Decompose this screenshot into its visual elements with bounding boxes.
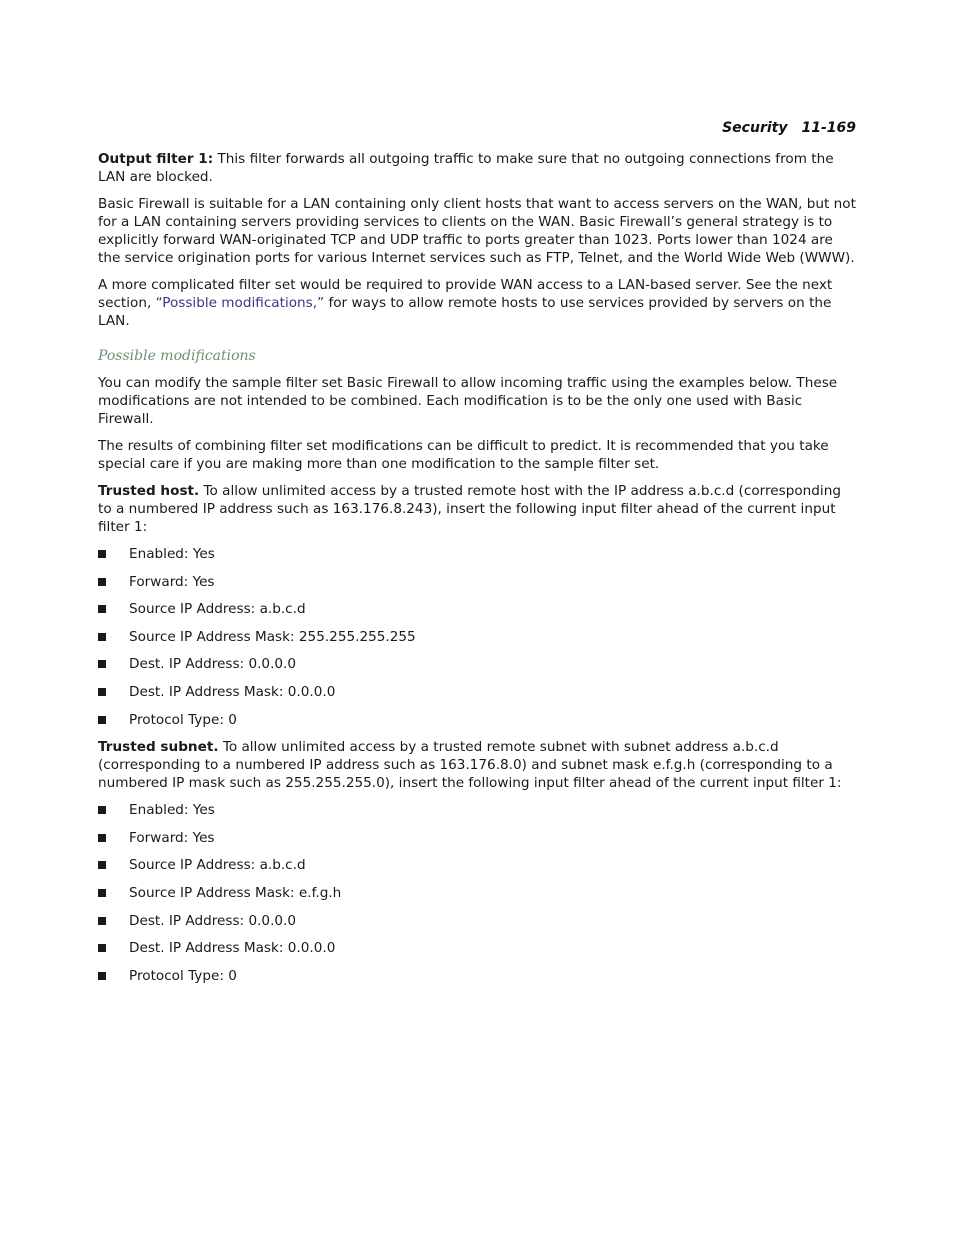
list-item-text: Dest. IP Address: 0.0.0.0 xyxy=(129,912,297,929)
square-bullet-icon xyxy=(98,944,106,952)
lead-trusted-subnet: Trusted subnet. xyxy=(98,739,219,756)
square-bullet-icon xyxy=(98,605,106,613)
paragraph-output-filter xyxy=(98,150,858,186)
square-bullet-icon xyxy=(98,834,106,842)
square-bullet-icon xyxy=(98,633,106,641)
list-item xyxy=(98,628,858,646)
list-item xyxy=(98,856,858,874)
list-item-text: Dest. IP Address Mask: 0.0.0.0 xyxy=(129,683,336,700)
lead-output-filter: Output filter 1: xyxy=(98,151,214,167)
square-bullet-icon xyxy=(98,917,106,925)
list-item xyxy=(98,912,858,930)
trusted-host-filter-list xyxy=(98,545,858,729)
list-item-text: Dest. IP Address Mask: 0.0.0.0 xyxy=(129,940,336,957)
running-header xyxy=(722,120,856,136)
list-item-text: Source IP Address Mask: e.f.g.h xyxy=(129,884,342,901)
list-item xyxy=(98,600,858,618)
trusted-host-text: To allow unlimited access by a trusted remote host with the IP address a.b.c.d (corresponding to a numbered IP address such as 163.176.8.243), insert the following input filter ahead of the current input filter 1: xyxy=(98,483,841,535)
possible-modifications-link[interactable]: “Possible modifications,” xyxy=(155,295,325,311)
list-item-text: Source IP Address Mask: 255.255.255.255 xyxy=(129,628,416,645)
square-bullet-icon xyxy=(98,889,106,897)
paragraph-trusted-host xyxy=(98,482,858,536)
square-bullet-icon xyxy=(98,578,106,586)
paragraph-trusted-subnet xyxy=(98,738,858,792)
square-bullet-icon xyxy=(98,550,106,558)
list-item-text: Protocol Type: 0 xyxy=(129,711,237,728)
output-filter-text: This filter forwards all outgoing traffic to make sure that no outgoing connections from the LAN are blocked. xyxy=(98,151,834,185)
list-item xyxy=(98,683,858,701)
square-bullet-icon xyxy=(98,660,106,668)
paragraph-combining-results: The results of combining filter set modifications can be difficult to predict. It is recommended that you take special care if you are making more than one modification to the sample filter set. xyxy=(98,438,829,472)
paragraph-complicated-filter xyxy=(98,276,858,330)
list-item xyxy=(98,829,858,847)
list-item xyxy=(98,573,858,591)
paragraph-modify-sample: You can modify the sample filter set Basic Firewall to allow incoming traffic using the examples below. These modifications are not intended to be combined. Each modification is to be the only one used with Basic Firewall. xyxy=(98,375,838,427)
square-bullet-icon xyxy=(98,806,106,814)
header-section-title: Security xyxy=(722,120,788,136)
header-page-number: 11-169 xyxy=(801,120,856,136)
list-item xyxy=(98,655,858,673)
complicated-filter-text-before: A more complicated filter set would be required to provide WAN access to a LAN-based server. See the next section, xyxy=(98,277,833,311)
list-item-text: Forward: Yes xyxy=(129,829,215,846)
square-bullet-icon xyxy=(98,861,106,869)
square-bullet-icon xyxy=(98,688,106,696)
list-item-text: Dest. IP Address: 0.0.0.0 xyxy=(129,656,297,673)
trusted-subnet-text: To allow unlimited access by a trusted remote subnet with subnet address a.b.c.d (corresponding to a numbered IP address such as 163.176.8.0) and subnet mask e.f.g.h (corresponding to a numbered IP mask such as 255.255.255.0), insert the following input filter ahead of the current input filter 1: xyxy=(98,739,842,792)
list-item xyxy=(98,545,858,563)
list-item xyxy=(98,939,858,957)
square-bullet-icon xyxy=(98,972,106,980)
page-body xyxy=(98,150,858,994)
square-bullet-icon xyxy=(98,716,106,724)
complicated-filter-text-after: for ways to allow remote hosts to use services provided by servers on the LAN. xyxy=(98,295,832,329)
list-item-text: Source IP Address: a.b.c.d xyxy=(129,857,306,874)
list-item-text: Source IP Address: a.b.c.d xyxy=(129,601,306,618)
trusted-subnet-filter-list xyxy=(98,801,858,985)
list-item xyxy=(98,801,858,819)
list-item xyxy=(98,884,858,902)
paragraph-basic-firewall: Basic Firewall is suitable for a LAN containing only client hosts that want to access servers on the WAN, but not for a LAN containing servers providing services to clients on the WAN. Basic Firewall’s general strategy is to explicitly forward WAN-originated TCP and UDP traffic to ports greater than 1023. Ports lower than 1024 are the service origination ports for various Internet services such as FTP, Telnet, and the World Wide Web (WWW). xyxy=(98,196,856,266)
lead-trusted-host: Trusted host. xyxy=(98,483,200,499)
list-item-text: Protocol Type: 0 xyxy=(129,967,237,984)
list-item xyxy=(98,711,858,729)
list-item-text: Enabled: Yes xyxy=(129,802,215,819)
section-heading-possible-modifications: Possible modifications xyxy=(98,348,256,364)
list-item xyxy=(98,967,858,985)
list-item-text: Forward: Yes xyxy=(129,573,215,590)
list-item-text: Enabled: Yes xyxy=(129,546,215,562)
